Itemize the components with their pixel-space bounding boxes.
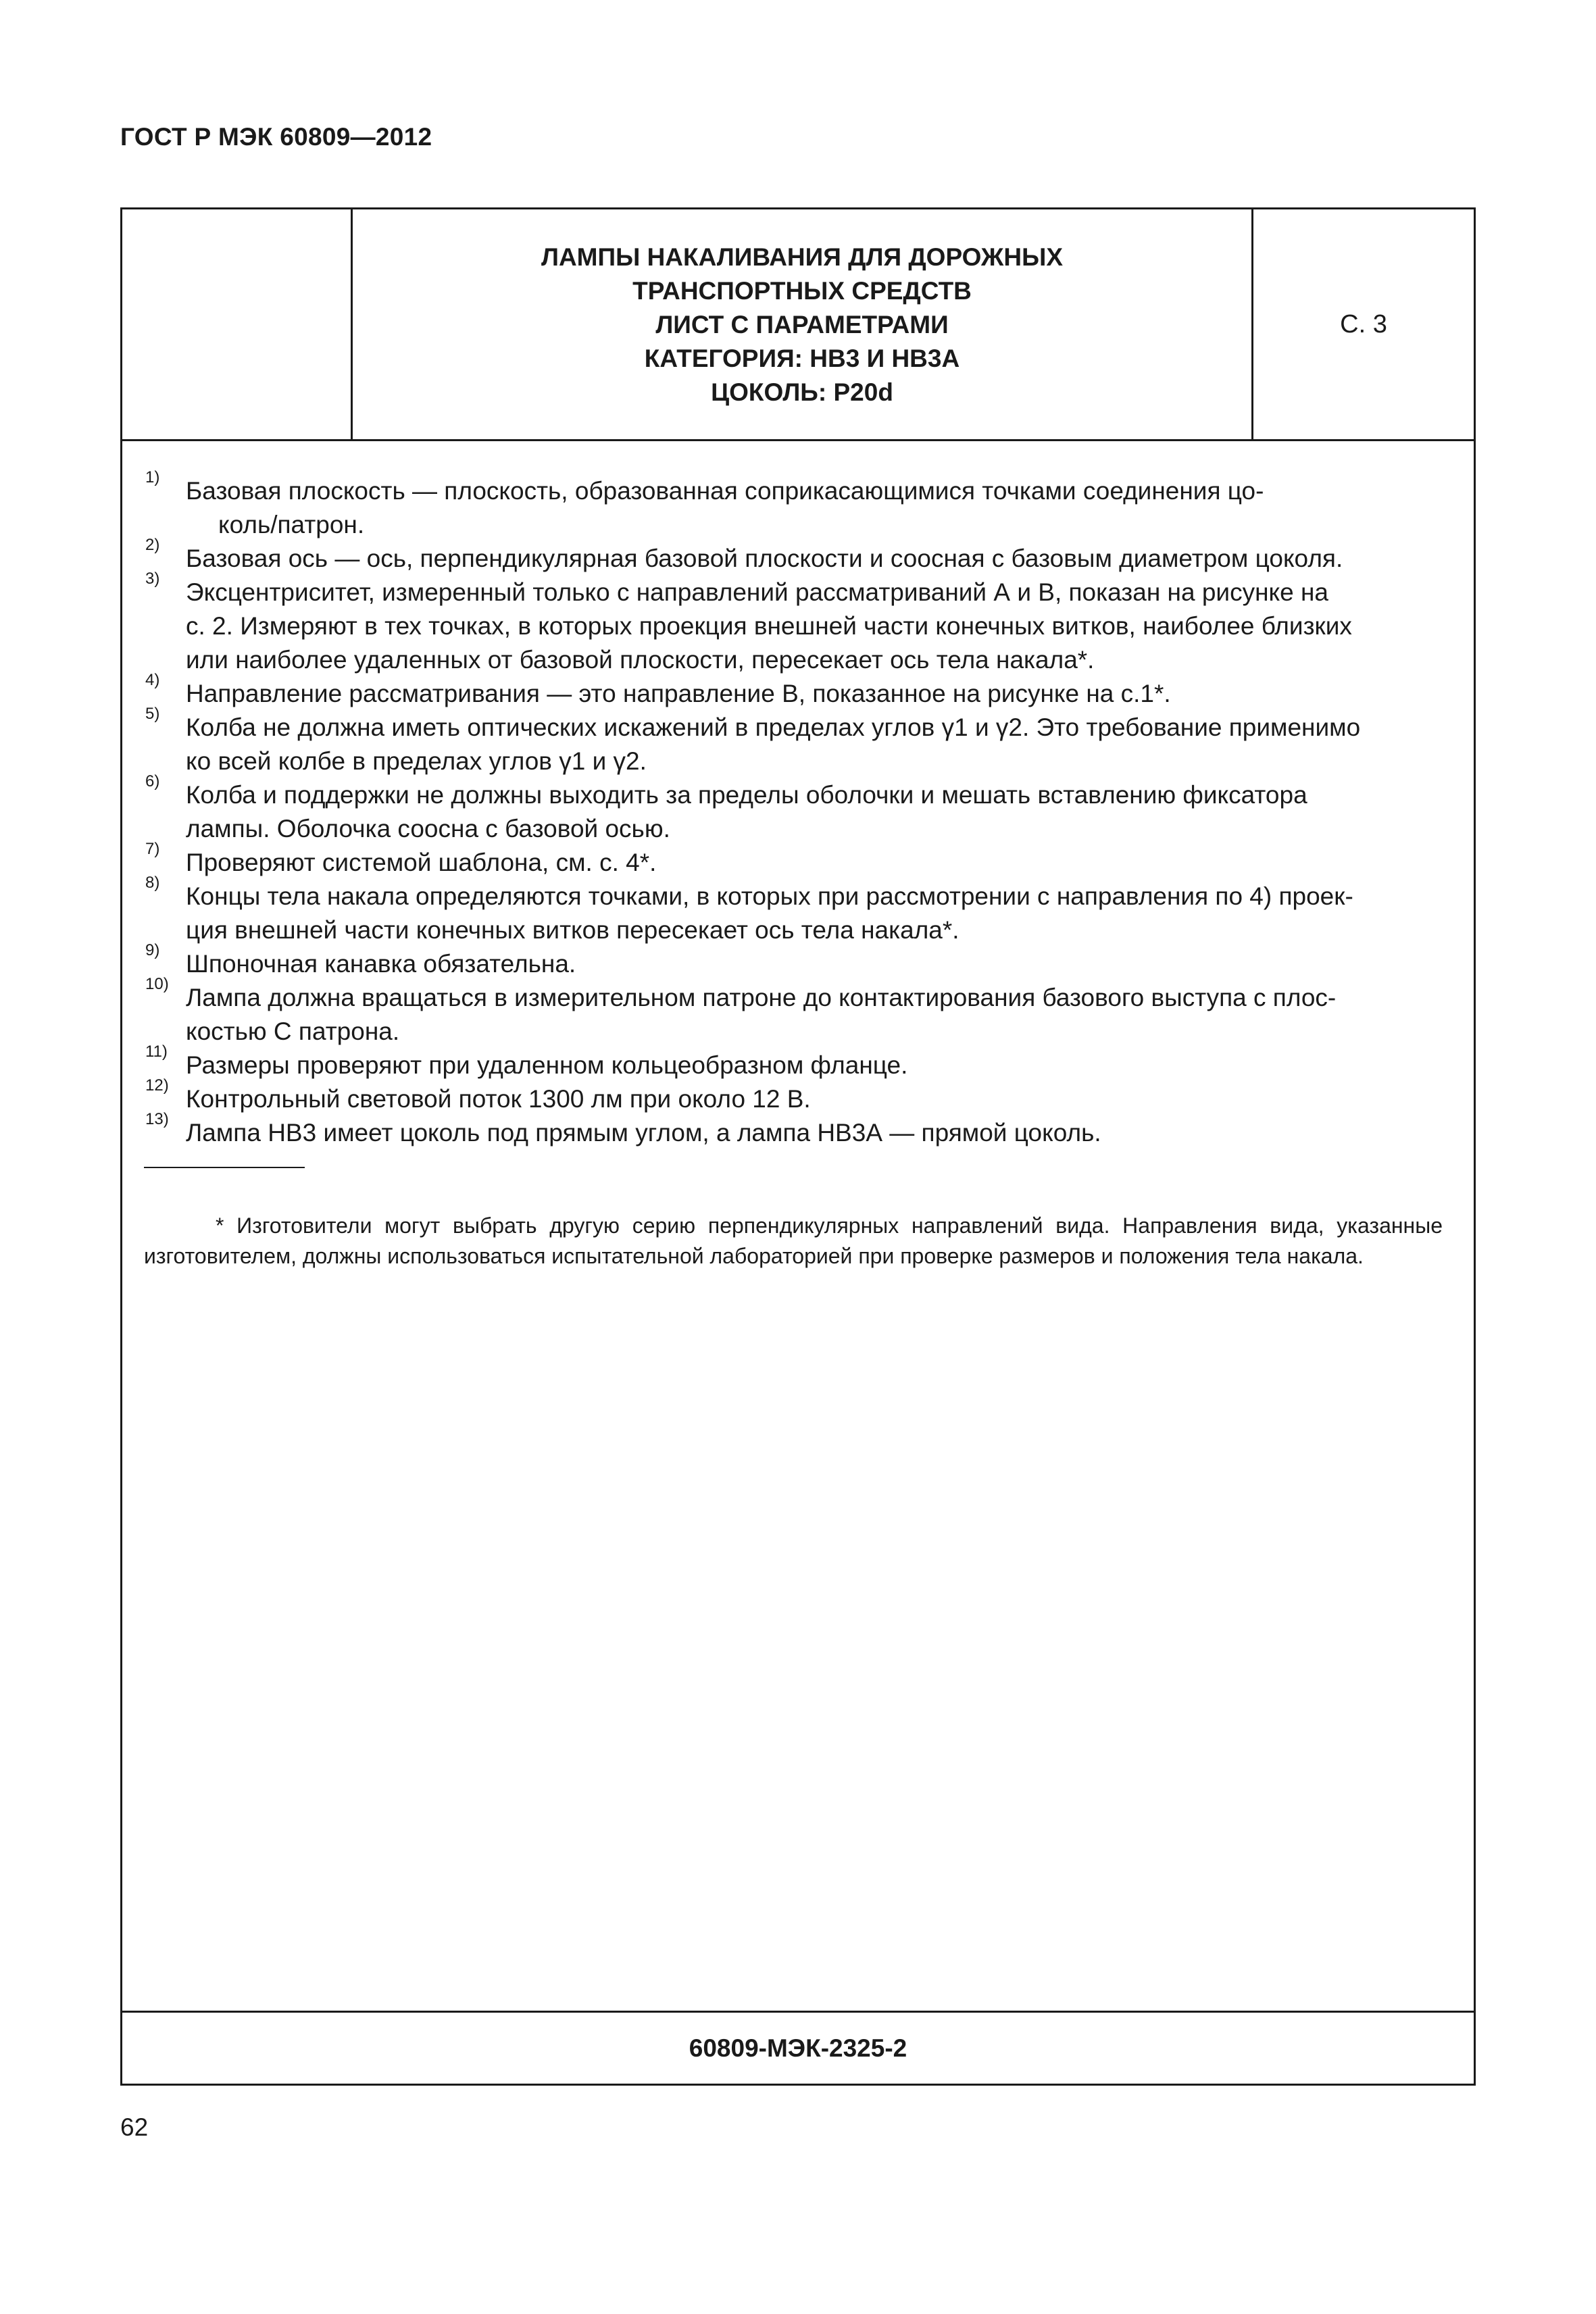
note-text xyxy=(186,542,1426,576)
note-text xyxy=(186,981,1426,1049)
note-text xyxy=(186,778,1426,846)
note-line: костью С патрона. xyxy=(186,1017,400,1045)
title-line: ЛАМПЫ НАКАЛИВАНИЯ ДЛЯ ДОРОЖНЫХ xyxy=(541,243,1063,271)
note-line: Базовая плоскость — плоскость, образованная соприкасающимися точками соединения цо- xyxy=(186,477,1264,505)
note-text xyxy=(186,1082,1426,1116)
note-number: 13) xyxy=(145,1110,169,1128)
note-text xyxy=(186,1116,1426,1150)
note-text xyxy=(186,576,1426,677)
note-number: 8) xyxy=(145,874,160,892)
note-line: Концы тела накала определяются точками, в которых при рассмотрении с направления по 4) проек- xyxy=(186,882,1353,910)
page-number: 62 xyxy=(120,2113,149,2141)
note-line: Базовая ось — ось, перпендикулярная базовой плоскости и соосная с базовым диаметром цоколя. xyxy=(186,545,1343,572)
note-text xyxy=(186,474,1426,542)
note-line: Колба и поддержки не должны выходить за пределы оболочки и мешать вставлению фиксатора xyxy=(186,781,1307,809)
note-line: Эксцентриситет, измеренный только с направлений рассматриваний А и В, показан на рисунке на xyxy=(186,578,1328,606)
note-number: 5) xyxy=(145,705,160,723)
note-line: Шпоночная канавка обязательна. xyxy=(186,950,576,978)
title-line: КАТЕГОРИЯ: НВ3 И НВ3А xyxy=(644,345,960,372)
note-line: Проверяют системой шаблона, см. с. 4*. xyxy=(186,849,657,876)
note-number: 1) xyxy=(145,468,160,486)
note-text xyxy=(186,677,1426,711)
note-line: коль/патрон. xyxy=(218,511,365,538)
note-text xyxy=(186,846,1426,880)
header-left-cell xyxy=(122,209,353,439)
note-number: 6) xyxy=(145,772,160,790)
title-line: ЛИСТ С ПАРАМЕТРАМИ xyxy=(655,311,949,338)
note-number: 2) xyxy=(145,536,160,554)
note-number: 10) xyxy=(145,975,169,993)
title-line: ТРАНСПОРТНЫХ СРЕДСТВ xyxy=(632,277,972,305)
note-number: 11) xyxy=(145,1042,168,1061)
notes-section xyxy=(122,439,1474,2011)
note-line: ко всей колбе в пределах углов γ1 и γ2. xyxy=(186,747,647,775)
note-line: Контрольный световой поток 1300 лм при около 12 В. xyxy=(186,1085,811,1113)
note-text xyxy=(186,711,1426,778)
note-number: 3) xyxy=(145,570,160,588)
note-line: ция внешней части конечных витков пересекает ось тела накала*. xyxy=(186,916,959,944)
note-text xyxy=(186,947,1426,981)
note-text xyxy=(186,880,1426,947)
note-line: лампы. Оболочка соосна с базовой осью. xyxy=(186,815,670,842)
note-number: 4) xyxy=(145,671,160,689)
note-line: Лампа НВ3 имеет цоколь под прямым углом, а лампа НВ3А — прямой цоколь. xyxy=(186,1119,1101,1147)
note-line: Лампа должна вращаться в измерительном патроне до контактирования базового выступа с плос- xyxy=(186,984,1337,1011)
note-line: Направление рассматривания — это направление В, показанное на рисунке на с.1*. xyxy=(186,680,1171,707)
note-line: или наиболее удаленных от базовой плоскости, пересекает ось тела накала*. xyxy=(186,646,1095,674)
sheet-page-label: С. 3 xyxy=(1340,309,1387,338)
note-number: 9) xyxy=(145,941,160,959)
document-standard-header: ГОСТ Р МЭК 60809—2012 xyxy=(120,123,432,151)
footnote-separator xyxy=(144,1167,305,1168)
title-line: ЦОКОЛЬ: Р20d xyxy=(711,378,893,406)
footnote-text: * Изготовители могут выбрать другую серию перпендикулярных направлений вида. Направления вида, указанные изготовителем, должны использоваться испытательной лабораторией при проверке размеров и положения тела накала. xyxy=(144,1213,1443,1268)
sheet-title xyxy=(353,209,1253,439)
note-number: 12) xyxy=(145,1076,169,1095)
note-number: 7) xyxy=(145,840,160,858)
sheet-header-row xyxy=(122,209,1474,441)
note-line: Размеры проверяют при удаленном кольцеобразном фланце. xyxy=(186,1051,908,1079)
note-line: с. 2. Измеряют в тех точках, в которых проекция внешней части конечных витков, наиболее близких xyxy=(186,612,1352,640)
sheet-code: 60809-МЭК-2325-2 xyxy=(122,2011,1474,2084)
note-line: Колба не должна иметь оптических искажений в пределах углов γ1 и γ2. Это требование применимо xyxy=(186,713,1361,741)
note-text xyxy=(186,1049,1426,1082)
parameter-sheet xyxy=(120,207,1476,2086)
